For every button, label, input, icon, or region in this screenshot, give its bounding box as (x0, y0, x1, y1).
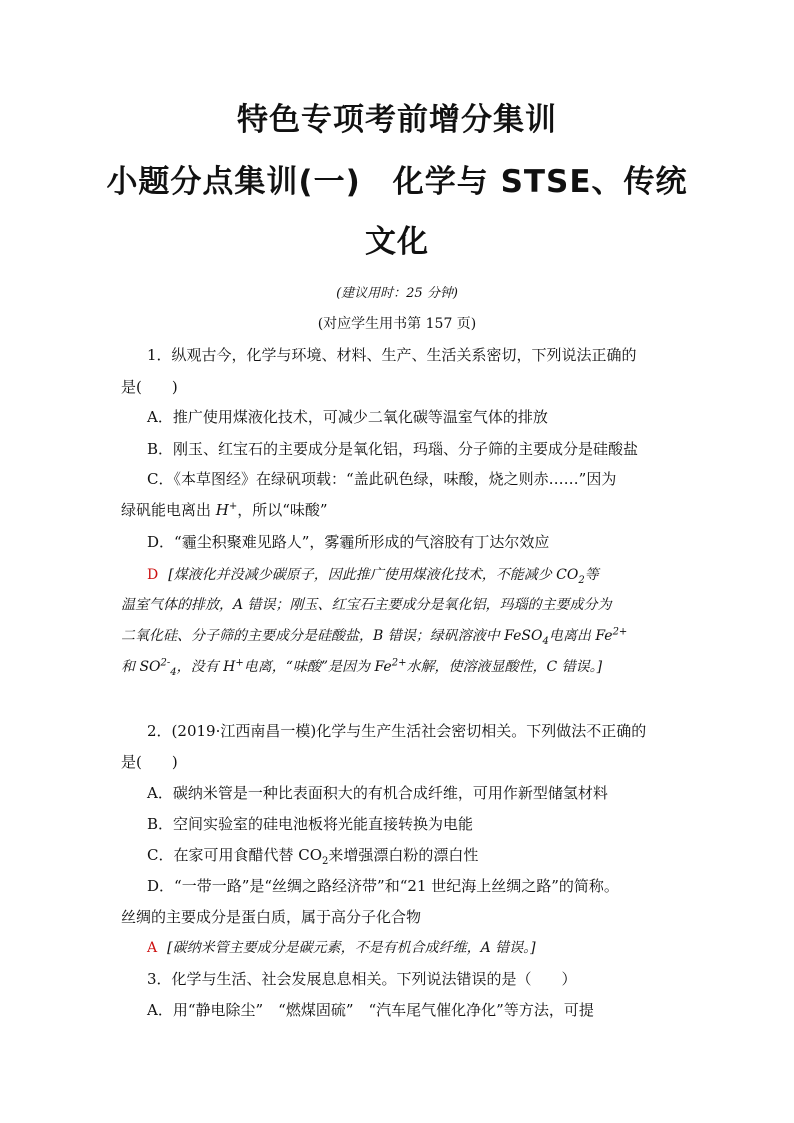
q2-stem-cont: 是( ) (121, 753, 178, 771)
q1-explanation-line4: 和 $SO^{2-}_4$，没有 H+电离，“味酸”是因为 $Fe^{2+}$水解，使溶液显酸性，C 错误。] (121, 657, 603, 678)
time-hint: (建议用时：25 分钟) (336, 286, 458, 301)
book-reference: (对应学生用书第 157 页) (317, 316, 477, 332)
q1-answer-letter: D (147, 567, 159, 583)
q3-stem: 3．化学与生活、社会发展息息相关。下列说法错误的是（ ） (147, 970, 577, 988)
q3-option-a: A．用“静电除尘” “燃煤固硫” “汽车尾气催化净化”等方法，可提 (147, 1001, 594, 1019)
q2-option-a: A．碳纳米管是一种比表面积大的有机合成纤维，可用作新型储氢材料 (147, 784, 608, 802)
q1-option-b: B．刚玉、红宝石的主要成分是氧化铝，玛瑙、分子筛的主要成分是硅酸盐 (147, 440, 639, 458)
section-title: 小题分点集训(一) 化学与 STSE、传统 (106, 164, 688, 200)
q2-option-c: C．在家可用食醋代替 $CO_2$来增强漂白粉的漂白性 (147, 846, 479, 867)
q1-explanation-line1: D [煤液化并没减少碳原子，因此推广使用煤液化技术，不能减少 $CO_2$等 (147, 567, 599, 586)
q2-option-d: D．“一带一路”是“丝绸之路经济带”和“21 世纪海上丝绸之路”的简称。 (147, 877, 619, 895)
q2-explanation: A [碳纳米管主要成分是碳元素，不是有机合成纤维，A 错误。] (147, 940, 536, 956)
section-title-continued: 文化 (365, 224, 429, 260)
q1-option-d: D．“霾尘积聚难见路人”，雾霾所形成的气溶胶有丁达尔效应 (147, 533, 550, 551)
q1-stem-cont: 是( ) (121, 378, 178, 396)
q1-option-c-cont: 绿矾能电离出 H+，所以“味酸” (121, 501, 328, 519)
q1-explanation-line2: 温室气体的排放，A 错误；刚玉、红宝石主要成分是氧化铝，玛瑙的主要成分为 (121, 597, 612, 613)
q2-option-d-cont: 丝绸的主要成分是蛋白质，属于高分子化合物 (121, 908, 422, 926)
q1-option-a: A．推广使用煤液化技术，可减少二氧化碳等温室气体的排放 (147, 408, 548, 426)
q1-explanation-line3: 二氧化硅、分子筛的主要成分是硅酸盐，B 错误；绿矾溶液中 FeSO$_4$电离出 $Fe^{2+}$ (121, 626, 628, 647)
q2-answer-letter: A (147, 940, 158, 956)
q1-stem: 1．纵观古今，化学与环境、材料、生产、生活关系密切，下列说法正确的 (147, 346, 637, 364)
q1-option-c: C．《本草图经》在绿矾项载：“盖此矾色绿，味酸，烧之则赤……”因为 (147, 470, 617, 488)
q2-option-b: B．空间实验室的硅电池板将光能直接转换为电能 (147, 815, 474, 833)
q2-stem: 2．(2019·江西南昌一模)化学与生产生活社会密切相关。下列做法不正确的 (147, 722, 647, 740)
main-title: 特色专项考前增分集训 (237, 102, 557, 138)
